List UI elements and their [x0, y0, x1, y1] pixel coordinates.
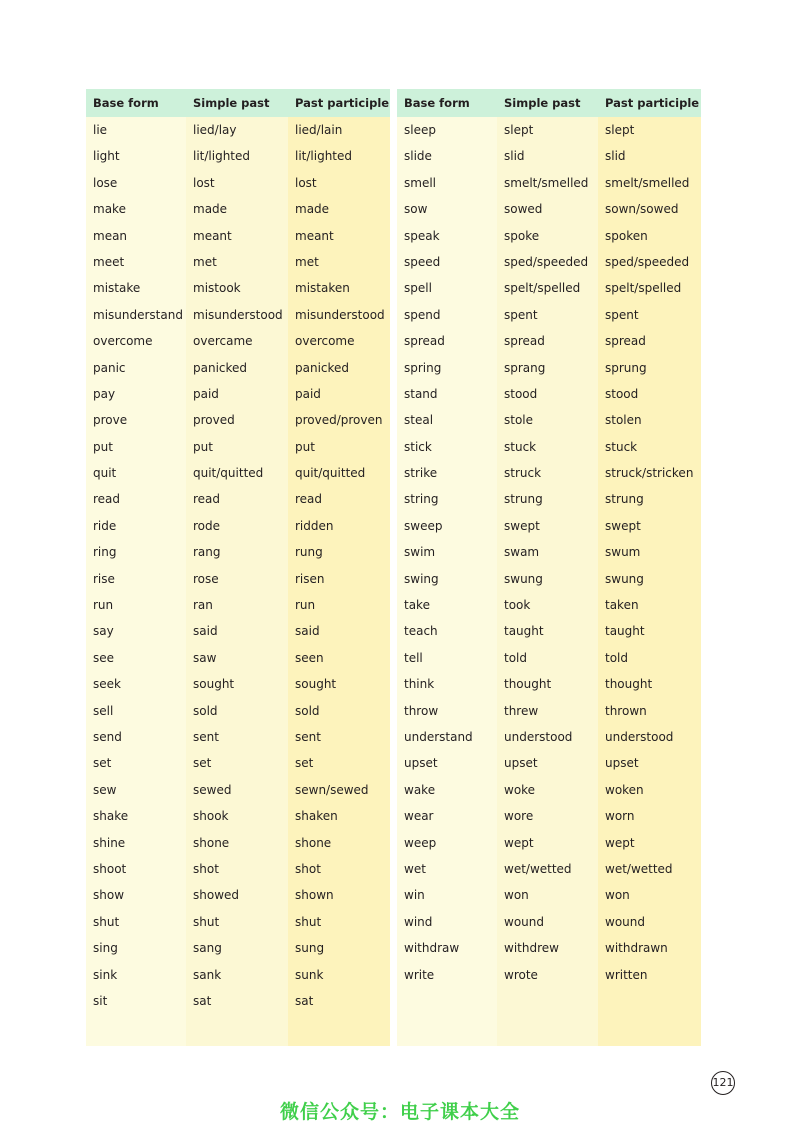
table-cell: spelt/spelled	[605, 281, 682, 296]
table-cell: made	[193, 202, 228, 217]
table-cell: think	[404, 677, 435, 692]
table-cell: sped/speeded	[504, 254, 589, 269]
table-cell: sown/sowed	[605, 202, 679, 217]
table-cell: swam	[504, 545, 540, 560]
table-cell: slid	[504, 149, 525, 164]
table-cell: shine	[93, 835, 126, 850]
table-cell: paid	[295, 386, 321, 401]
table-cell: made	[295, 202, 330, 217]
table-cell: woke	[504, 782, 536, 797]
table-cell: spread	[605, 334, 646, 349]
table-cell: sew	[93, 782, 117, 797]
table-cell: withdrew	[504, 941, 559, 956]
table-cell: told	[504, 650, 527, 665]
table-cell: strung	[504, 492, 543, 507]
table-cell: sank	[193, 967, 222, 982]
column-simple-past	[186, 89, 288, 1046]
table-cell: set	[295, 756, 314, 771]
table-cell: strung	[605, 492, 644, 507]
column-header: Simple past	[186, 89, 288, 117]
table-cell: proved/proven	[295, 413, 383, 428]
table-cell: wet/wetted	[605, 861, 673, 876]
table-cell: proved	[193, 413, 235, 428]
table-cell: sung	[295, 941, 325, 956]
table-cell: understood	[605, 729, 674, 744]
table-cell: sent	[193, 729, 219, 744]
table-cell: wept	[504, 835, 534, 850]
table-cell: risen	[295, 571, 325, 586]
table-cell: withdraw	[404, 941, 460, 956]
table-cell: write	[404, 967, 435, 982]
table-cell: sell	[93, 703, 114, 718]
table-cell: throw	[404, 703, 439, 718]
table-cell: swept	[504, 518, 540, 533]
table-cell: smelt/smelled	[504, 175, 589, 190]
table-cell: rode	[193, 518, 221, 533]
table-cell: wet/wetted	[504, 861, 572, 876]
table-cell: take	[404, 598, 430, 613]
table-cell: stuck	[605, 439, 638, 454]
table-cell: wore	[504, 809, 534, 824]
table-cell: wound	[504, 914, 544, 929]
column-header: Past participle	[598, 89, 701, 117]
table-cell: swung	[504, 571, 543, 586]
table-cell: sowed	[504, 202, 543, 217]
table-cell: sow	[404, 202, 428, 217]
table-cell: threw	[504, 703, 539, 718]
table-cell: teach	[404, 624, 438, 639]
table-cell: stick	[404, 439, 432, 454]
table-cell: overcame	[193, 334, 253, 349]
table-cell: sleep	[404, 123, 436, 137]
table-cell: rung	[295, 545, 323, 560]
table-cell: panicked	[295, 360, 350, 375]
cells	[186, 117, 288, 1014]
cells	[598, 117, 701, 988]
table-cell: wound	[605, 914, 645, 929]
table-cell: slide	[404, 149, 432, 164]
table-cell: took	[504, 598, 531, 613]
table-cell: upset	[404, 756, 438, 771]
table-cell: rang	[193, 545, 221, 560]
table-cell: panicked	[193, 360, 248, 375]
verb-table-right	[397, 89, 701, 1046]
table-cell: taken	[605, 598, 639, 613]
table-cell: see	[93, 650, 115, 665]
table-cell: make	[93, 202, 126, 217]
column-header: Simple past	[497, 89, 598, 117]
table-cell: spread	[404, 334, 445, 349]
table-cell: met	[193, 254, 217, 269]
table-cell: say	[93, 624, 114, 639]
table-cell: stand	[404, 386, 438, 401]
table-cell: prove	[93, 413, 128, 428]
table-cell: upset	[504, 756, 538, 771]
table-cell: quit	[93, 466, 117, 481]
table-cell: read	[93, 492, 121, 507]
table-cell: read	[295, 492, 323, 507]
table-cell: spoke	[504, 228, 540, 243]
table-cell: quit/quitted	[193, 466, 264, 481]
table-cell: spent	[504, 307, 538, 322]
table-cell: shone	[193, 835, 230, 850]
table-cell: tell	[404, 650, 423, 665]
table-cell: said	[193, 624, 218, 639]
table-cell: understand	[404, 729, 473, 744]
table-cell: stuck	[504, 439, 537, 454]
cells	[86, 117, 186, 1014]
table-cell: read	[193, 492, 221, 507]
table-cell: thought	[504, 677, 552, 692]
table-cell: spent	[605, 307, 639, 322]
column-base-form	[86, 89, 186, 1046]
table-cell: ring	[93, 545, 117, 560]
table-cell: slept	[504, 123, 534, 137]
table-cell: won	[504, 888, 529, 903]
table-cell: ridden	[295, 518, 334, 533]
column-past-participle	[598, 89, 701, 1046]
table-cell: saw	[193, 650, 217, 665]
table-cell: swing	[404, 571, 439, 586]
table-cell: set	[93, 756, 112, 771]
table-cell: misunderstand	[93, 307, 183, 322]
table-cell: meet	[93, 254, 125, 269]
table-cell: sought	[295, 677, 337, 692]
table-cell: sewn/sewed	[295, 782, 369, 797]
table-cell: wept	[605, 835, 635, 850]
table-cell: sang	[193, 941, 222, 956]
table-cell: thrown	[605, 703, 647, 718]
table-cell: send	[93, 729, 122, 744]
table-cell: sink	[93, 967, 118, 982]
table-cell: slid	[605, 149, 626, 164]
column-simple-past	[497, 89, 598, 1046]
table-cell: ride	[93, 518, 117, 533]
table-cell: mean	[93, 228, 128, 243]
table-cell: spell	[404, 281, 432, 296]
table-cell: wear	[404, 809, 434, 824]
table-cell: stolen	[605, 413, 642, 428]
table-cell: speed	[404, 254, 441, 269]
table-cell: wake	[404, 782, 436, 797]
table-cell: rise	[93, 571, 115, 586]
table-cell: upset	[605, 756, 639, 771]
table-cell: lose	[93, 175, 118, 190]
table-cell: mistaken	[295, 281, 350, 296]
table-cell: overcome	[93, 334, 153, 349]
table-cell: mistook	[193, 281, 241, 296]
table-cell: misunderstood	[295, 307, 385, 322]
table-cell: seen	[295, 650, 324, 665]
page-number: 121	[711, 1071, 735, 1095]
table-cell: wet	[404, 861, 426, 876]
table-cell: win	[404, 888, 425, 903]
table-cell: put	[295, 439, 315, 454]
table-cell: struck	[504, 466, 542, 481]
table-cell: said	[295, 624, 320, 639]
table-cell: run	[295, 598, 316, 613]
table-cell: spend	[404, 307, 441, 322]
table-cell: slept	[605, 123, 635, 137]
table-cell: light	[93, 149, 120, 164]
table-cell: stood	[605, 386, 639, 401]
table-cell: spring	[404, 360, 442, 375]
table-cell: swept	[605, 518, 641, 533]
table-cell: told	[605, 650, 628, 665]
table-cell: sprang	[504, 360, 546, 375]
table-cell: understood	[504, 729, 573, 744]
cells	[397, 117, 497, 988]
table-cell: swum	[605, 545, 641, 560]
table-cell: shone	[295, 835, 332, 850]
table-cell: set	[193, 756, 212, 771]
table-cell: won	[605, 888, 630, 903]
table-cell: lied/lain	[295, 123, 343, 137]
cells	[497, 117, 598, 988]
table-cell: lost	[295, 175, 317, 190]
table-cell: sit	[93, 993, 108, 1008]
table-cell: sat	[193, 993, 212, 1008]
table-cell: swung	[605, 571, 644, 586]
table-cell: written	[605, 967, 648, 982]
table-cell: put	[93, 439, 113, 454]
table-cell: shake	[93, 809, 129, 824]
table-cell: stole	[504, 413, 534, 428]
column-header: Past participle	[288, 89, 390, 117]
table-cell: meant	[295, 228, 334, 243]
column-header: Base form	[397, 89, 497, 117]
table-cell: spoken	[605, 228, 648, 243]
table-cell: sewed	[193, 782, 232, 797]
table-cell: sold	[193, 703, 218, 718]
table-cell: taught	[504, 624, 544, 639]
table-cell: spread	[504, 334, 545, 349]
table-cell: shut	[295, 914, 322, 929]
table-cell: run	[93, 598, 114, 613]
table-cell: sprung	[605, 360, 647, 375]
watermark-text: 微信公众号：电子课本大全	[279, 1101, 520, 1123]
table-cell: shut	[93, 914, 120, 929]
table-cell: sought	[193, 677, 235, 692]
table-cell: steal	[404, 413, 434, 428]
table-cell: quit/quitted	[295, 466, 366, 481]
table-cell: lost	[193, 175, 215, 190]
table-cell: put	[193, 439, 213, 454]
table-cell: lied/lay	[193, 123, 237, 137]
table-cell: shaken	[295, 809, 338, 824]
column-past-participle	[288, 89, 390, 1046]
table-cell: sweep	[404, 518, 443, 533]
table-cell: strike	[404, 466, 438, 481]
column-base-form	[397, 89, 497, 1046]
table-cell: misunderstood	[193, 307, 283, 322]
table-cell: withdrawn	[605, 941, 668, 956]
table-cell: showed	[193, 888, 240, 903]
table-cell: pay	[93, 386, 116, 401]
table-cell: sent	[295, 729, 321, 744]
table-cell: met	[295, 254, 319, 269]
table-cell: sing	[93, 941, 118, 956]
table-cell: smell	[404, 175, 436, 190]
table-cell: shown	[295, 888, 334, 903]
table-cell: spelt/spelled	[504, 281, 581, 296]
table-cell: swim	[404, 545, 436, 560]
table-cell: worn	[605, 809, 635, 824]
table-cell: overcome	[295, 334, 355, 349]
table-cell: speak	[404, 228, 440, 243]
table-cell: ran	[193, 598, 213, 613]
table-cell: woken	[605, 782, 644, 797]
table-cell: mistake	[93, 281, 141, 296]
table-cell: meant	[193, 228, 232, 243]
table-cell: smelt/smelled	[605, 175, 690, 190]
table-cell: struck/stricken	[605, 466, 694, 481]
table-cell: rose	[193, 571, 219, 586]
table-cell: paid	[193, 386, 219, 401]
table-cell: seek	[93, 677, 121, 692]
table-cell: taught	[605, 624, 645, 639]
verb-table-left	[86, 89, 390, 1046]
table-cell: sunk	[295, 967, 324, 982]
table-cell: lit/lighted	[193, 149, 251, 164]
table-cell: lie	[93, 123, 108, 137]
table-cell: sold	[295, 703, 320, 718]
table-cell: sped/speeded	[605, 254, 690, 269]
table-cell: shut	[193, 914, 220, 929]
table-cell: shook	[193, 809, 229, 824]
cells	[288, 117, 390, 1014]
table-cell: sat	[295, 993, 314, 1008]
table-cell: wind	[404, 914, 433, 929]
table-cell: string	[404, 492, 439, 507]
table-cell: weep	[404, 835, 437, 850]
table-cell: panic	[93, 360, 126, 375]
table-cell: wrote	[504, 967, 538, 982]
table-cell: shot	[295, 861, 321, 876]
column-header: Base form	[86, 89, 186, 117]
table-cell: stood	[504, 386, 538, 401]
table-cell: shoot	[93, 861, 127, 876]
table-cell: lit/lighted	[295, 149, 353, 164]
table-cell: shot	[193, 861, 219, 876]
table-cell: show	[93, 888, 125, 903]
table-cell: thought	[605, 677, 653, 692]
